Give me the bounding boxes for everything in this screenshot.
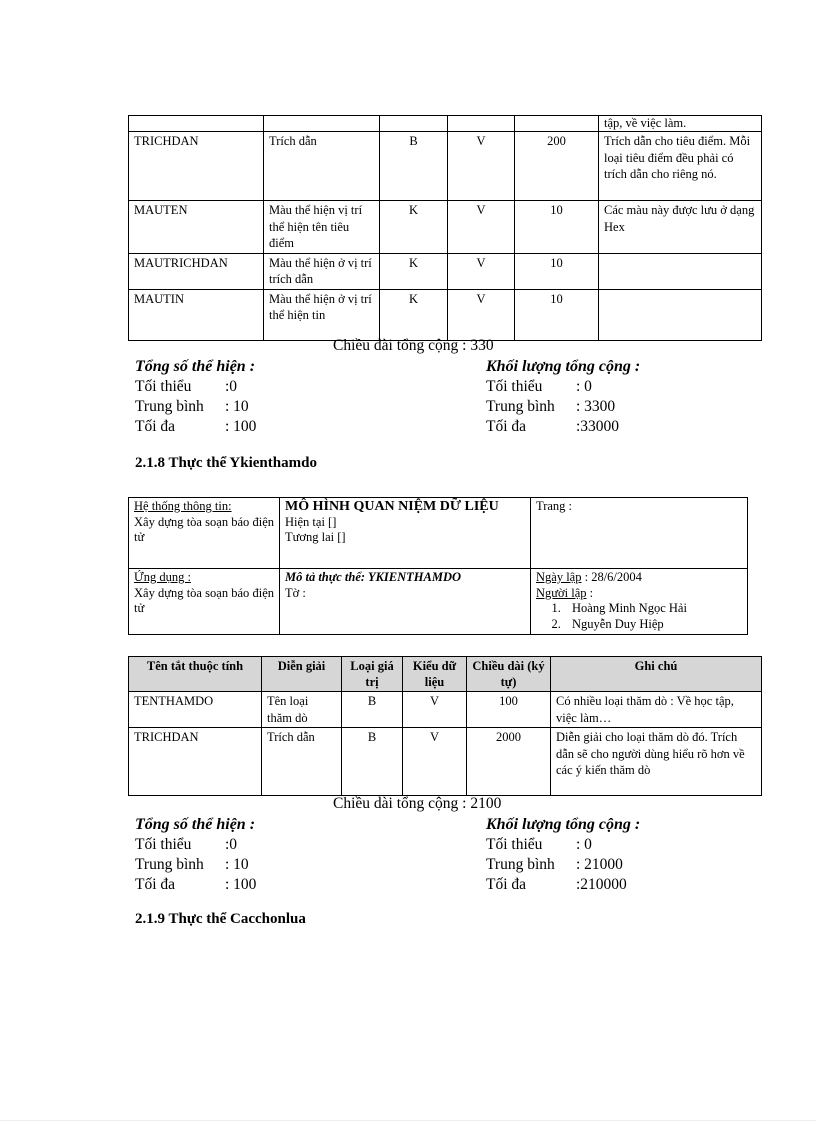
header-data-type: Kiểu dữ liệu	[403, 657, 467, 692]
total-length-2: Chiều dài tổng cộng : 2100	[333, 795, 502, 812]
stat-row	[135, 377, 256, 397]
stat-value: : 10	[225, 856, 249, 873]
stat-value: : 100	[225, 876, 257, 893]
stat-value: :0	[225, 836, 238, 853]
attr-type-cell: V	[403, 692, 467, 728]
stat-label: Trung bình	[486, 856, 555, 873]
attr-kind-cell: B	[342, 728, 403, 796]
page-bottom-divider	[0, 1120, 816, 1121]
stat-row	[486, 417, 640, 437]
stat-label: Tối thiểu	[486, 836, 543, 853]
future-option: Tương lai []	[285, 530, 346, 544]
stat-row	[486, 835, 640, 855]
stat-label: Tối thiểu	[486, 378, 543, 395]
stat-row	[135, 397, 256, 417]
attr-desc-cell	[264, 116, 380, 132]
attr-length-cell: 10	[515, 253, 599, 289]
attribute-table-ykienthamdo	[128, 656, 762, 796]
attr-note-cell: Trích dẫn cho tiêu điểm. Mỗi loại tiêu điểm đều phải có trích dẫn cho riêng nó.	[599, 132, 762, 201]
stat-row	[486, 875, 640, 895]
info-row	[129, 569, 748, 635]
attr-type-cell: V	[403, 728, 467, 796]
stat-label: Tối thiểu	[135, 378, 192, 395]
attr-desc-cell: Trích dẫn	[264, 132, 380, 201]
section-heading-2-1-9: 2.1.9 Thực thể Cacchonlua	[135, 911, 306, 927]
attr-desc-cell: Tên loại thăm dò	[262, 692, 342, 728]
entity-cell	[280, 569, 531, 635]
creator-line	[536, 586, 742, 602]
attr-name-cell: TRICHDAN	[129, 728, 262, 796]
creator-item: 2. Nguyễn Duy Hiệp	[564, 617, 742, 633]
attr-length-cell: 2000	[467, 728, 551, 796]
stat-value: :33000	[576, 418, 620, 435]
page-cell	[531, 498, 748, 569]
creator-colon: :	[589, 585, 594, 600]
attr-length-cell	[515, 116, 599, 132]
attr-kind-cell: K	[380, 253, 448, 289]
stat-label: Tối đa	[135, 418, 176, 435]
attr-length-cell: 10	[515, 201, 599, 254]
stat-value: : 0	[576, 836, 592, 853]
table-row	[129, 253, 762, 289]
attr-name-cell: MAUTEN	[129, 201, 264, 254]
header-length: Chiều dài (ký tự)	[467, 657, 551, 692]
stat-label: Tối thiểu	[135, 836, 192, 853]
header-note: Ghi chú	[551, 657, 762, 692]
attr-name-cell: TRICHDAN	[129, 132, 264, 201]
stat-label: Tối đa	[486, 876, 527, 893]
volume-block-1	[486, 357, 640, 437]
table-row	[129, 728, 762, 796]
stat-row	[486, 377, 640, 397]
stat-row	[486, 855, 640, 875]
info-row	[129, 498, 748, 569]
volume-title: Khối lượng tổng cộng :	[486, 358, 641, 375]
date-line	[536, 570, 742, 586]
sheet-label: Tờ :	[285, 585, 306, 600]
attr-desc-cell: Trích dẫn	[262, 728, 342, 796]
instances-title: Tổng số thể hiện :	[135, 358, 256, 375]
table-row	[129, 132, 762, 201]
attr-note-cell	[599, 289, 762, 340]
stat-row	[135, 875, 256, 895]
current-option: Hiện tại []	[285, 514, 337, 529]
entity-description: Mô tả thực thể: YKIENTHAMDO	[285, 570, 462, 584]
attr-kind-cell: K	[380, 289, 448, 340]
table-row	[129, 289, 762, 340]
instances-block-2	[135, 815, 256, 895]
header-description: Diễn giải	[262, 657, 342, 692]
app-value: Xây dựng tòa soạn báo điện tử	[134, 585, 274, 615]
system-label: Hệ thống thông tin:	[134, 499, 232, 513]
attr-name-cell: TENTHAMDO	[129, 692, 262, 728]
attr-kind-cell: B	[380, 132, 448, 201]
volume-block-2	[486, 815, 640, 895]
attr-name-cell	[129, 116, 264, 132]
stat-value: : 21000	[576, 856, 623, 873]
attr-note-cell: Các màu này được lưu ở dạng Hex	[599, 201, 762, 254]
attr-length-cell: 100	[467, 692, 551, 728]
attr-type-cell: V	[448, 201, 515, 254]
stat-row	[135, 835, 256, 855]
page-label: Trang :	[536, 499, 573, 513]
date-value: : 28/6/2004	[584, 570, 642, 584]
model-title: MÔ HÌNH QUAN NIỆM DỮ LIỆU	[285, 499, 499, 514]
attr-name-cell: MAUTIN	[129, 289, 264, 340]
date-label: Ngày lập	[536, 570, 582, 584]
attr-desc-cell: Màu thể hiện ở vị trí thể hiện tin	[264, 289, 380, 340]
app-cell	[129, 569, 280, 635]
author-cell	[531, 569, 748, 635]
table-row	[129, 201, 762, 254]
attr-length-cell: 200	[515, 132, 599, 201]
stat-value: : 10	[225, 398, 249, 415]
stat-row	[135, 855, 256, 875]
attr-type-cell: V	[448, 132, 515, 201]
table-header-row	[129, 657, 762, 692]
header-value-kind: Loại giá trị	[342, 657, 403, 692]
attr-note-cell	[599, 253, 762, 289]
stat-value: : 0	[576, 378, 592, 395]
volume-title: Khối lượng tổng cộng :	[486, 816, 641, 833]
stat-row	[135, 417, 256, 437]
app-label: Ứng dụng :	[134, 570, 191, 584]
system-value: Xây dựng tòa soạn báo điện tử	[134, 514, 274, 544]
total-length-1: Chiều dài tổng cộng : 330	[333, 337, 494, 354]
attr-length-cell: 10	[515, 289, 599, 340]
model-cell	[280, 498, 531, 569]
creator-list	[536, 601, 742, 632]
attr-desc-cell: Màu thể hiện vị trí thể hiện tên tiêu điểm	[264, 201, 380, 254]
attr-type-cell	[448, 116, 515, 132]
model-info-table	[128, 497, 748, 635]
stat-label: Tối đa	[486, 418, 527, 435]
attr-kind-cell	[380, 116, 448, 132]
attr-note-cell: Có nhiều loại thăm dò : Về học tập, việc làm…	[551, 692, 762, 728]
stat-label: Tối đa	[135, 876, 176, 893]
instances-title: Tổng số thể hiện :	[135, 816, 256, 833]
attr-kind-cell: B	[342, 692, 403, 728]
attr-note-cell: Diễn giải cho loại thăm dò đó. Trích dẫn sẽ cho người dùng hiểu rõ hơn về các ý kiến thăm dò	[551, 728, 762, 796]
creator-item: 1. Hoàng Minh Ngọc Hải	[564, 601, 742, 617]
table-row	[129, 116, 762, 132]
stat-label: Trung bình	[486, 398, 555, 415]
table-row	[129, 692, 762, 728]
attr-desc-cell: Màu thể hiện ở vị trí trích dẫn	[264, 253, 380, 289]
creator-label: Người lập	[536, 585, 587, 600]
header-name: Tên tắt thuộc tính	[129, 657, 262, 692]
attr-type-cell: V	[448, 289, 515, 340]
stat-value: : 100	[225, 418, 257, 435]
attribute-table-continued	[128, 115, 762, 341]
stat-label: Trung bình	[135, 856, 204, 873]
stat-row	[486, 397, 640, 417]
stat-value: :210000	[576, 876, 627, 893]
attr-kind-cell: K	[380, 201, 448, 254]
instances-block-1	[135, 357, 256, 437]
stat-label: Trung bình	[135, 398, 204, 415]
stat-value: :0	[225, 378, 238, 395]
attr-name-cell: MAUTRICHDAN	[129, 253, 264, 289]
stat-value: : 3300	[576, 398, 616, 415]
section-heading-2-1-8: 2.1.8 Thực thể Ykienthamdo	[135, 455, 317, 471]
attr-type-cell: V	[448, 253, 515, 289]
attr-note-cell: tập, về việc làm.	[599, 116, 762, 132]
system-cell	[129, 498, 280, 569]
